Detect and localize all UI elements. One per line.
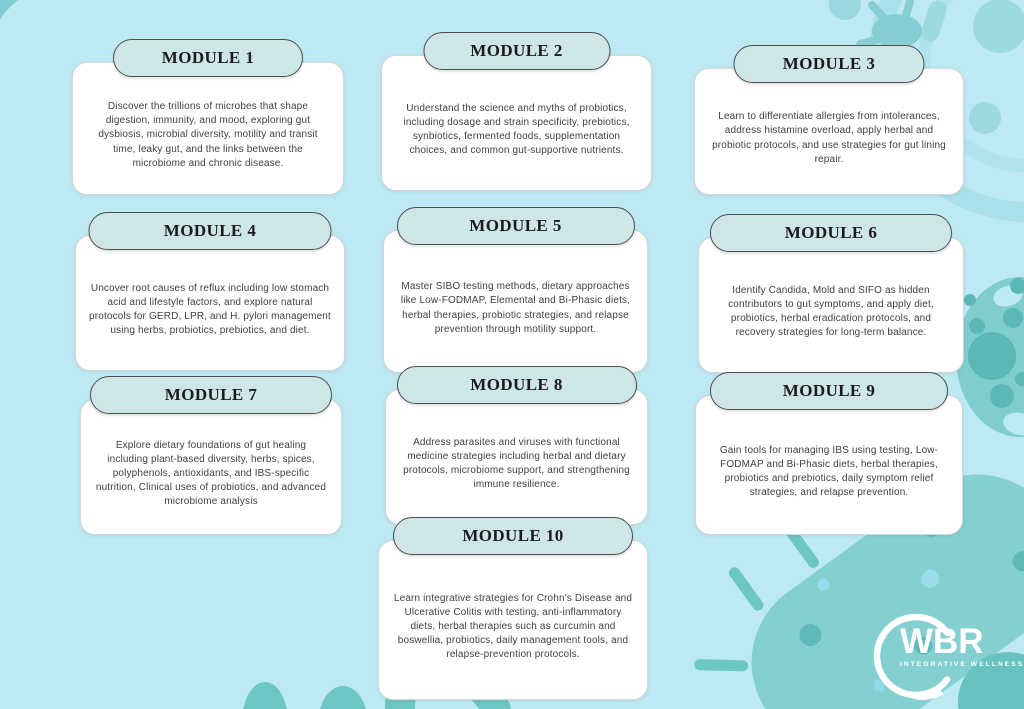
module-5-header [397,207,635,245]
module-8-card [385,389,648,525]
module-9-title: MODULE 9 [782,381,876,400]
corner-wedge-shape [0,0,18,19]
module-8-description: Address parasites and viruses with functional medicine strategies including herbal and dietary protocols, microbiome support, and strengthening immune resilience. [403,436,630,491]
module-2-title: MODULE 2 [470,41,563,60]
module-2-header [423,32,610,70]
module-4-title: MODULE 4 [163,221,257,240]
module-3-description: Learn to differentiate allergies from intolerances, address histamine overload, apply herbal and probiotic protocols, and use strategies for gut lining repair. [712,111,946,165]
module-3-card [694,68,964,195]
logo-text [900,624,1024,668]
module-6-title: MODULE 6 [784,223,878,242]
module-4-description: Uncover root causes of reflux including low stomach acid and lifestyle factors, and explore natural protocols for GERD, LPR, and H. pylori management using herbs, probiotics, prebiotics, and diet. [89,282,331,337]
module-7-card [80,399,342,535]
logo-tagline: INTEGRATIVE WELLNESS [900,661,1024,668]
module-6-description: Identify Candida, Mold and SIFO as hidden contributors to gut symptoms, and apply diet, probiotics, herbal eradication protocols, and recovery strategies for long-term balance. [728,284,934,339]
module-8-header [397,366,637,404]
module-9-header [710,372,948,410]
virus-blob-illustration [956,277,1024,438]
module-5-title: MODULE 5 [469,216,562,235]
module-7-title: MODULE 7 [164,385,258,404]
module-4-header [89,212,332,250]
module-3-header [734,45,925,83]
module-1-description: Discover the trillions of microbes that shape digestion, immunity, and mood, exploring gut dysbiosis, microbial diversity, motility and transit time, leaky gut, and the links between the microbiome and chronic disease. [98,101,318,169]
module-5-description: Master SIBO testing methods, dietary approaches like Low-FODMAP, Elemental and Bi-Phasic diets, herbal therapies, probiotic strategies, and relapse prevention through motility support. [400,281,631,335]
module-10-description: Learn integrative strategies for Crohn's Disease and Ulcerative Colitis with testing, anti-inflammatory diets, herbal therapies such as curcumin and boswellia, probiotics, daily management tools, and relapse-prevention protocols. [393,592,633,661]
module-2-description: Understand the science and myths of probiotics, including dosage and strain specificity, prebiotics, synbiotics, fermented foods, supplementation choices, and common gut-supportive nutrients. [403,102,630,157]
module-10-header [393,517,633,555]
module-4-card [75,235,345,371]
module-8-title: MODULE 8 [470,375,563,394]
module-2-card [381,55,652,191]
module-5-card [383,230,648,373]
module-1-header [113,39,303,77]
module-9-description: Gain tools for managing IBS using testing, Low-FODMAP and Bi-Phasic diets, herbal therapies, probiotics and prebiotics, daily symptom relief strategies, and relapse prevention. [719,444,939,499]
wbr-logo [872,608,1024,703]
module-6-card [698,237,964,373]
module-7-header [90,376,332,414]
logo-acronym: WBR [900,622,984,661]
module-1-title: MODULE 1 [161,48,255,67]
module-10-title: MODULE 10 [462,526,564,545]
module-3-title: MODULE 3 [782,54,876,73]
module-7-description: Explore dietary foundations of gut healing including plant-based diversity, herbs, spices, polyphenols, antioxidants, and IBS-specific nutrition, Clinical uses of probiotics, and advanced microbiome analysis [95,439,327,508]
module-1-card [72,62,344,195]
module-9-card [695,395,963,535]
module-6-header [710,214,952,252]
module-10-card [378,540,648,700]
